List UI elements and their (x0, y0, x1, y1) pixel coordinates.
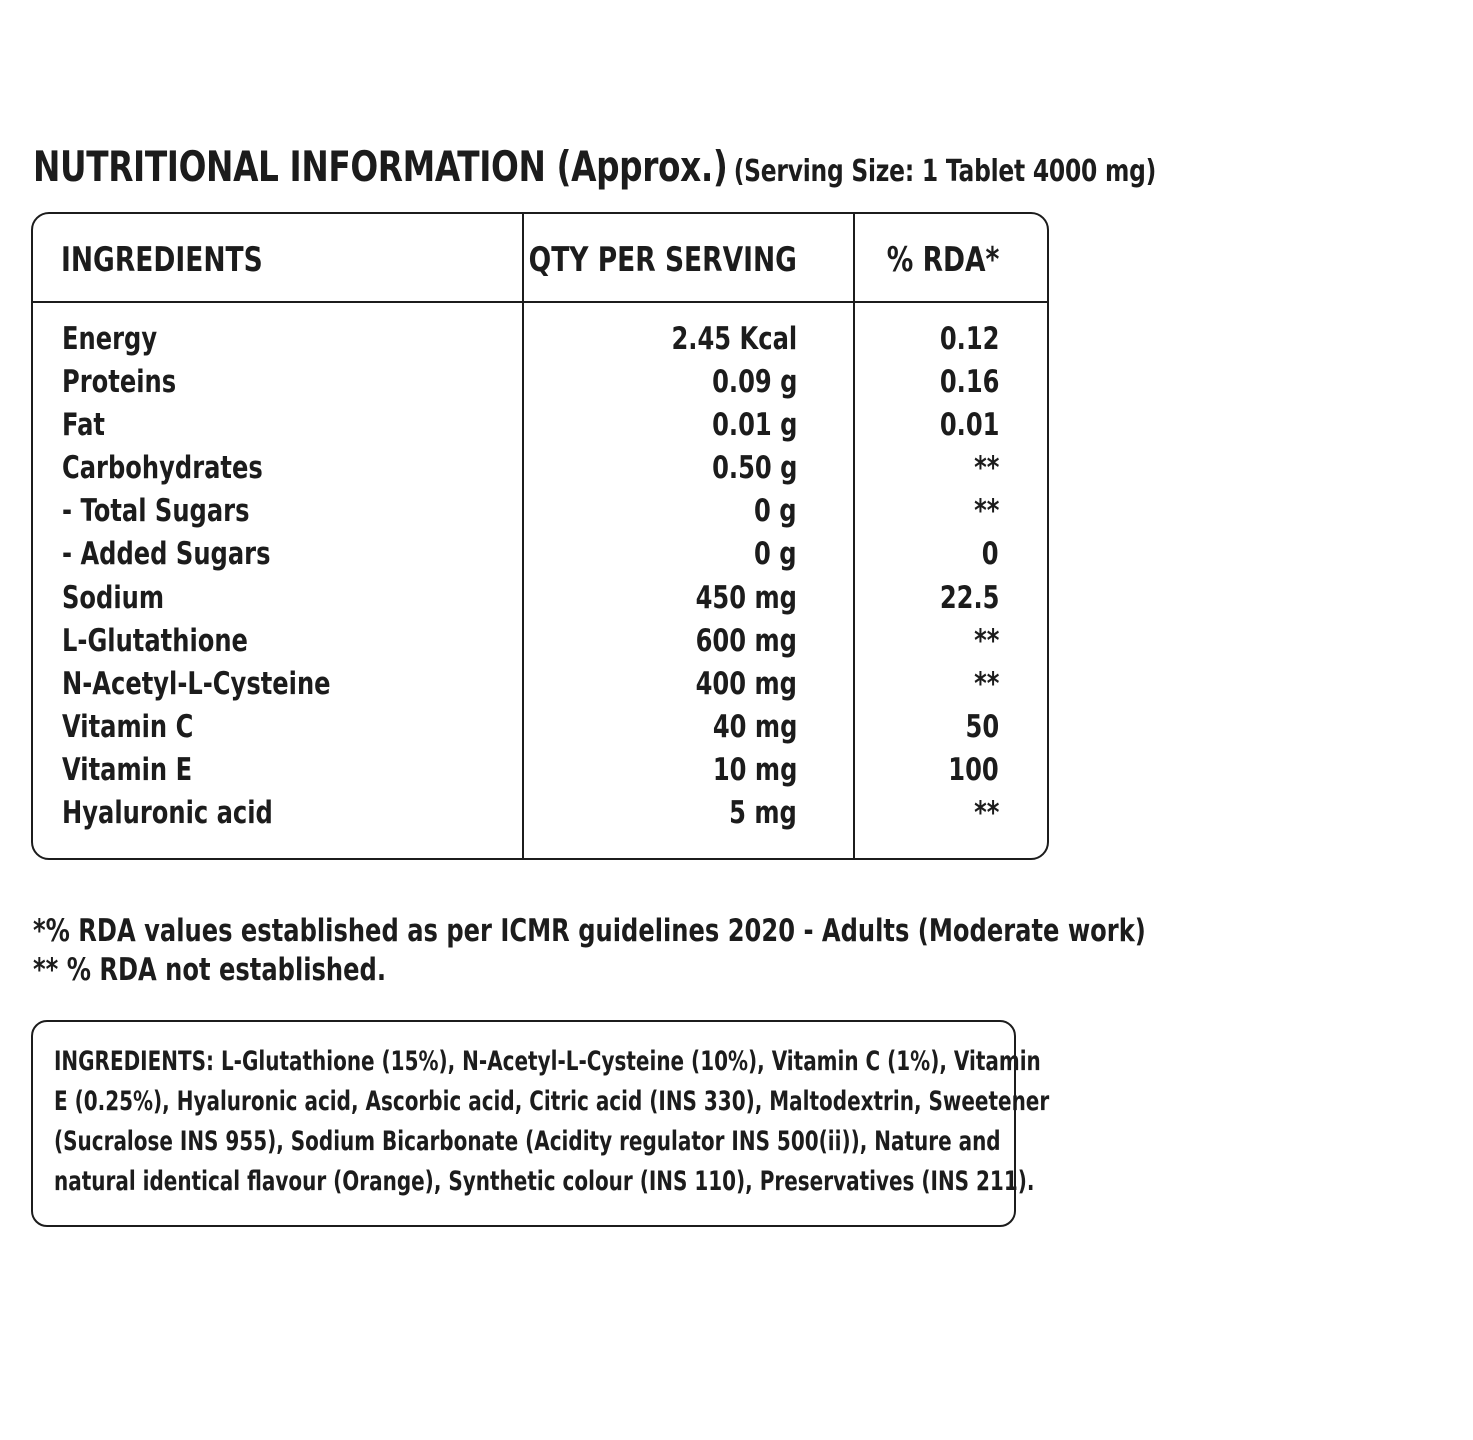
nutrition-rows (33, 318, 1047, 835)
nutrient-rda: ** (973, 795, 999, 832)
table-row (33, 318, 1047, 361)
nutrient-qty: 0 g (754, 536, 797, 573)
ingredients-text-line: (Sucralose INS 955), Sodium Bicarbonate (Acidity regulator INS 500(ii)), Nature and (54, 1126, 1001, 1157)
nutrient-name: L-Glutathione (62, 622, 248, 659)
table-row (33, 792, 1047, 835)
nutrient-qty: 0.09 g (711, 364, 797, 401)
header-divider (33, 301, 1047, 303)
ingredients-text-line: natural identical flavour (Orange), Synthetic colour (INS 110), Preservatives (INS 211). (54, 1166, 1035, 1197)
title-main: NUTRITIONAL INFORMATION (Approx.) (33, 142, 728, 191)
nutrient-qty: 0.01 g (711, 407, 797, 444)
nutrient-name: Sodium (62, 579, 165, 616)
table-row (33, 361, 1047, 404)
table-row (33, 577, 1047, 620)
nutrient-rda: ** (973, 450, 999, 487)
nutrient-qty: 0 g (754, 493, 797, 530)
table-row (33, 447, 1047, 490)
nutrient-qty: 2.45 Kcal (671, 321, 797, 357)
nutrient-name: Fat (62, 407, 105, 444)
nutrient-name: Vitamin C (62, 708, 194, 745)
nutrient-rda: 50 (965, 708, 999, 745)
table-row (33, 620, 1047, 663)
nutrient-name: - Added Sugars (62, 536, 271, 573)
ingredients-text-line: E (0.25%), Hyaluronic acid, Ascorbic acid, Citric acid (INS 330), Maltodextrin, Sweetener (54, 1086, 1050, 1117)
nutrient-qty: 600 mg (695, 622, 797, 659)
table-row (33, 749, 1047, 792)
table-row (33, 533, 1047, 576)
nutrient-rda: ** (973, 665, 999, 702)
nutrient-qty: 450 mg (695, 579, 797, 616)
nutrient-rda: 0.16 (939, 364, 999, 401)
table-row (33, 706, 1047, 749)
rda-footnote: *% RDA values established as per ICMR guidelines 2020 - Adults (Moderate work) (33, 913, 1146, 949)
header-ingredients: INGREDIENTS (61, 240, 263, 280)
table-row (33, 663, 1047, 706)
nutrient-qty: 0.50 g (711, 450, 797, 487)
serving-size: (Serving Size: 1 Tablet 4000 mg) (733, 154, 1157, 189)
nutrient-rda: 0.12 (939, 321, 999, 357)
nutrient-rda: 100 (948, 751, 999, 788)
table-row (33, 404, 1047, 447)
nutrient-name: Vitamin E (62, 751, 193, 788)
header-rda: % RDA* (886, 240, 999, 280)
nutrition-table (31, 212, 1049, 860)
ingredients-text-line: INGREDIENTS: L-Glutathione (15%), N-Acetyl-L-Cysteine (10%), Vitamin C (1%), Vitamin (54, 1046, 1041, 1077)
nutrient-name: - Total Sugars (62, 493, 250, 530)
nutrient-qty: 40 mg (712, 708, 797, 745)
nutrient-name: Proteins (62, 364, 177, 401)
nutrient-name: Energy (62, 321, 158, 357)
nutrient-name: Hyaluronic acid (62, 795, 273, 832)
nutrient-qty: 5 mg (729, 795, 797, 832)
nutrient-rda: 0 (982, 536, 999, 573)
table-row (33, 490, 1047, 533)
nutrient-rda: ** (973, 493, 999, 530)
nutrient-rda: ** (973, 622, 999, 659)
rda-not-established-footnote: ** % RDA not established. (33, 952, 387, 988)
nutrient-qty: 400 mg (695, 665, 797, 702)
nutrient-rda: 22.5 (939, 579, 999, 616)
nutrient-qty: 10 mg (712, 751, 797, 788)
nutrition-title (33, 142, 1157, 198)
ingredients-box (31, 1020, 1050, 1227)
header-qty-per-serving: QTY PER SERVING (528, 240, 797, 280)
nutrient-name: Carbohydrates (62, 450, 263, 487)
nutrient-rda: 0.01 (939, 407, 999, 444)
nutrient-name: N-Acetyl-L-Cysteine (62, 665, 331, 702)
